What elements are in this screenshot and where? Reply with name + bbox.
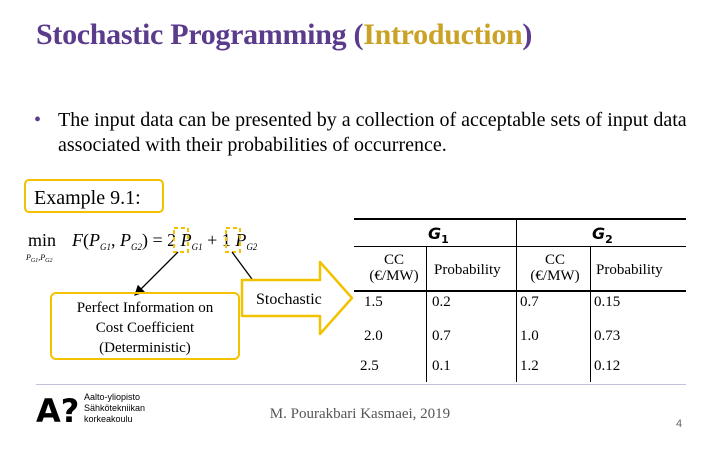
table-cell: 0.15	[594, 294, 621, 310]
col-header-cc-1: CC (€/MW)	[369, 252, 419, 284]
col-header-cc-2: CC (€/MW)	[530, 252, 580, 284]
group-header-g2: $G_2$	[592, 224, 613, 247]
table-cell: 0.1	[432, 358, 451, 374]
table-cell: 0.73	[594, 328, 621, 344]
title-end: )	[522, 18, 533, 51]
formula-min-sub: $P_{G1},P_{G2}$	[26, 253, 53, 264]
bullet-text: The input data can be presented by a collection of acceptable sets of input data associated with their probabilities of occurrence.	[58, 109, 687, 156]
footer-author: M. Pourakbari Kasmaei, 2019	[269, 406, 451, 422]
title-highlight: Introduction	[363, 18, 523, 51]
table-cell: 1.2	[520, 358, 539, 374]
stochastic-label: Stochastic	[256, 291, 322, 308]
footer-separator	[36, 384, 686, 385]
table-cell: 1.5	[364, 294, 383, 310]
perfect-info-line-1: Perfect Information on	[76, 300, 214, 316]
perfect-information-box	[50, 292, 240, 360]
connector-to-perfect	[136, 252, 178, 294]
svg-text:A?: A?	[36, 392, 80, 426]
table-cell: 0.2	[432, 294, 451, 310]
table-cell: 2.5	[360, 358, 379, 374]
logo-line-2: Sähkötekniikan	[84, 403, 146, 413]
page-number: 4	[676, 418, 683, 430]
table-cell: 0.7	[520, 294, 539, 310]
bullet-icon: •	[34, 109, 42, 131]
table-cell: 2.0	[364, 328, 383, 344]
col-header-prob-2: Probability	[596, 262, 663, 278]
logo-line-3: korkeakoulu	[84, 414, 133, 424]
col-header-prob-1: Probability	[434, 262, 501, 278]
formula-expr: $F(P_{G1}$, $P_{G2}) = 2$ $P_{G1} + 1$ $P_{G2}$	[72, 230, 258, 252]
table-cell: 0.12	[594, 358, 621, 374]
title-main: Stochastic Programming (	[36, 18, 364, 51]
example-label: Example 9.1:	[24, 179, 164, 213]
table-cell: 1.0	[520, 328, 539, 344]
table-group-rule	[354, 246, 686, 247]
col-divider	[590, 246, 591, 382]
logo-line-1: Aalto-yliopisto	[84, 392, 141, 402]
scenario-table	[354, 218, 686, 382]
formula-min: min	[28, 230, 57, 250]
table-cell: 0.7	[432, 328, 451, 344]
col-divider	[426, 246, 427, 382]
table-header-rule	[354, 290, 686, 292]
table-top-rule	[354, 218, 686, 220]
perfect-info-line-3: (Deterministic)	[99, 340, 191, 356]
group-header-g1: $G_1$	[428, 224, 449, 247]
perfect-info-line-2: Cost Coefficient	[95, 320, 195, 336]
col-divider	[516, 218, 517, 382]
